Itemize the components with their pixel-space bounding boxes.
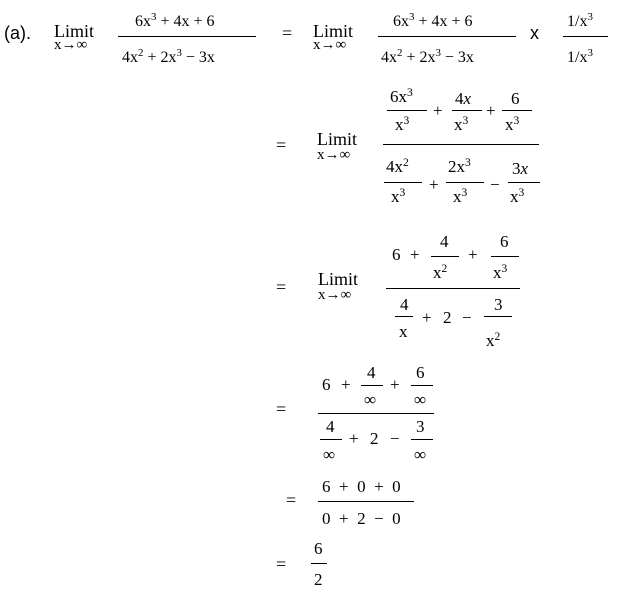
problem-label: (a).	[4, 23, 31, 43]
equals-sign: =	[276, 554, 287, 574]
equals-sign: =	[276, 399, 287, 419]
equals-sign: =	[276, 135, 287, 155]
equals-sign: =	[282, 23, 293, 43]
equals-sign: =	[276, 277, 287, 297]
equals-sign: =	[286, 490, 297, 510]
multiply-sign: x	[530, 23, 539, 43]
